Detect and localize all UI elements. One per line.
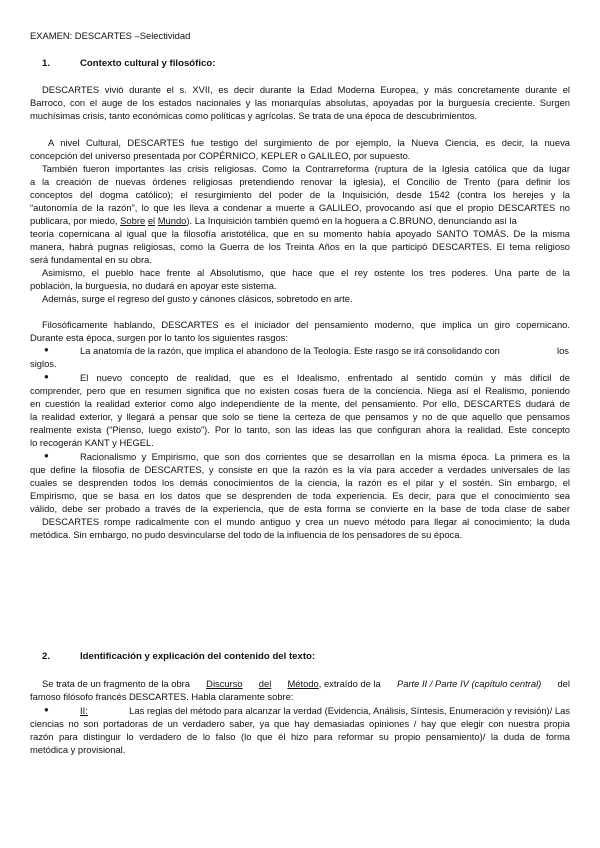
bullet-icon: ● (44, 345, 49, 354)
text-run: publicara, por miedo, (30, 215, 118, 226)
paragraph-line: será fundamental en su obra. (30, 254, 152, 265)
text-run: del (557, 678, 570, 689)
paragraph-line: conceptos del dogma católico); el resurgimiento del poder de la Inquisición, desde 1542 (contra los herejes y la (30, 189, 570, 200)
paragraph-line: metódica y provisional. (30, 744, 126, 755)
paragraph-line: Racionalismo y Empirismo, que son dos corrientes que se desarrollan en la misma época. La primera es la (80, 451, 570, 462)
paragraph-line: población, la burguesía, no dudará en apoyar este sistema. (30, 280, 277, 291)
paragraph-line: cuales se desprenden todos los demás conocimientos de la ciencia, la razón es el pilar y el sostén. Sin embargo, el (30, 477, 570, 488)
exam-header: EXAMEN: DESCARTES –Selectividad (30, 30, 191, 41)
paragraph-line: También fueron importantes las crisis religiosas. Como la Contrarreforma (ruptura de la Iglesia católica que da lugar (42, 163, 570, 174)
paragraph-line (42, 678, 570, 690)
text-run: Las reglas del método para alcanzar la verdad (Evidencia, Análisis, Síntesis, Enumeración y revisión)/ Las (129, 705, 570, 716)
paragraph-line: DESCARTES rompe radicalmente con el mundo antiguo y crea un nuevo método para llegar al conocimiento; la duda (42, 516, 570, 527)
paragraph-line: A nivel Cultural, DESCARTES fue testigo del surgimiento de por ejemplo, la Nueva Ciencia, es decir, la nueva (48, 137, 570, 148)
paragraph-line: metódica. Sin embargo, no pudo desvincularse del todo de la influencia de los pensadores de su época. (30, 529, 463, 540)
paragraph-line: Empirismo, que se basa en los datos que se desprenden de toda experiencia. Es decir, para que el conocimiento sea (30, 490, 570, 501)
paragraph-line: Asimismo, el pueblo hace frente al Absolutismo, que hace que el rey ostente los tres poderes. Una parte de la (42, 267, 570, 278)
paragraph-line: los (557, 345, 569, 356)
book-title-el: el (147, 215, 156, 226)
text-run: , extraído de la (318, 678, 381, 689)
text-run-italic: Parte II / Parte IV (capítulo central) (396, 678, 542, 689)
book-title-del: del (258, 678, 272, 689)
paragraph-line: válido, debe ser probado a través de la experiencia, que de esta forma se convierte en la base de toda clase de saber (30, 503, 570, 514)
paragraph-line: razón para distinguir lo verdadero de lo falso (lo que él hizo para reformar su propio pensamiento)/ la duda de forma (30, 731, 570, 742)
paragraph-line: en cuestión la realidad exterior como algo independiente de la mente, del pensamiento. Por ello, DESCARTES dudará de (30, 398, 570, 409)
paragraph-line: Durante esta época, surgen por lo tanto los siguientes rasgos: (30, 332, 288, 343)
book-title-mundo: Mundo (157, 215, 187, 226)
paragraph-line: DESCARTES vivió durante el s. XVII, es decir durante la Edad Moderna Europea, y más concretamente durante el (42, 84, 570, 95)
book-title-metodo: Método (287, 678, 319, 689)
text-run: Se trata de un fragmento de la obra (42, 678, 191, 689)
paragraph-line (30, 215, 570, 227)
paragraph-line: concepción del universo presentada por COPÉRNICO, KEPLER o GALILEO, por supuesto. (30, 150, 411, 161)
paragraph-line: lo recogerán KANT y HEGEL. (30, 437, 154, 448)
paragraph-line: Filosóficamente hablando, DESCARTES es el iniciador del pensamiento moderno, que implica un giro copernicano. (42, 319, 570, 330)
paragraph-line: manera, habrá pugnas religiosas, como la Guerra de los Treinta Años en la que participó DESCARTES. El tema religioso (30, 241, 570, 252)
paragraph-line: famoso filósofo francés DESCARTES. Habla claramente sobre: (30, 691, 294, 702)
paragraph-line: realmente exista (“Pienso, luego existo”). Por lo tanto, son las ideas las que configuran ahora la realidad. Este concepto (30, 424, 570, 435)
section-1-title: Contexto cultural y filosófico: (80, 58, 216, 69)
bullet-icon: ● (44, 451, 49, 460)
paragraph-line: la realidad exterior, y llegará a pensar que solo se tiene la certeza de que pensamos y no de que aquello que pensamos (30, 411, 570, 422)
section-1-number: 1. (42, 58, 51, 69)
bullet-icon: ● (44, 372, 49, 381)
paragraph-line: a la creación de nuevas órdenes religiosas pretendiendo renovar la iglesia), el Concilio de Trento (para definir los (30, 176, 570, 187)
bullet-icon: ● (44, 705, 49, 714)
paragraph-line: El nuevo concepto de realidad, que es el Idealismo, enfrentado al sentido común y más difícil de (80, 372, 570, 383)
paragraph-line: Además, surge el regreso del gusto y cánones clásicos, sobretodo en arte. (42, 293, 353, 304)
section-2-title: Identificación y explicación del contenido del texto: (80, 651, 316, 662)
book-title-sobre: Sobre (120, 215, 146, 226)
paragraph-line: Barroco, con el auge de los estados nacionales y las monarquías absolutas, apoyadas por la burguesía creciente. Surgen (30, 97, 570, 108)
part-label: II: (80, 705, 88, 716)
paragraph-line: La anatomía de la razón, que implica el abandono de la Teología. Este rasgo se irá consolidando con (80, 345, 500, 356)
paragraph-line: siglos. (30, 358, 57, 369)
paragraph-line (80, 705, 570, 717)
section-2-number: 2. (42, 651, 51, 662)
paragraph-line: teoría copernicana al igual que la filosofía aristotélica, que en su momento había apoyado SANTO TOMÁS. De la misma (30, 228, 570, 239)
paragraph-line: comprender, pero que en resumen significa que no existen cosas fuera de la conciencia. Niega así el Realismo, poniendo (30, 385, 570, 396)
paragraph-line: muchísimas crisis, tanto económicas como políticas y agrícolas. Se trata de una época de descubrimientos. (30, 110, 478, 121)
paragraph-line: “autonomía de la razón”, lo que les lleva a condenar a muerte a GALILEO, provocando así que el propio DESCARTES no (30, 202, 570, 213)
paragraph-line: que define la filosofía de DESCARTES, y consiste en que la razón es la vía para acceder a verdades universales de las (30, 464, 570, 475)
paragraph-line: ciencias no son portadoras de un verdadero saber, ya que hay demasiadas opiniones / hay que elegir con nuestra propia (30, 718, 570, 729)
text-run: ). La Inquisición también quemó en la hoguera a C.BRUNO, denunciando así la (186, 215, 517, 226)
book-title-discurso: Discurso (206, 678, 243, 689)
